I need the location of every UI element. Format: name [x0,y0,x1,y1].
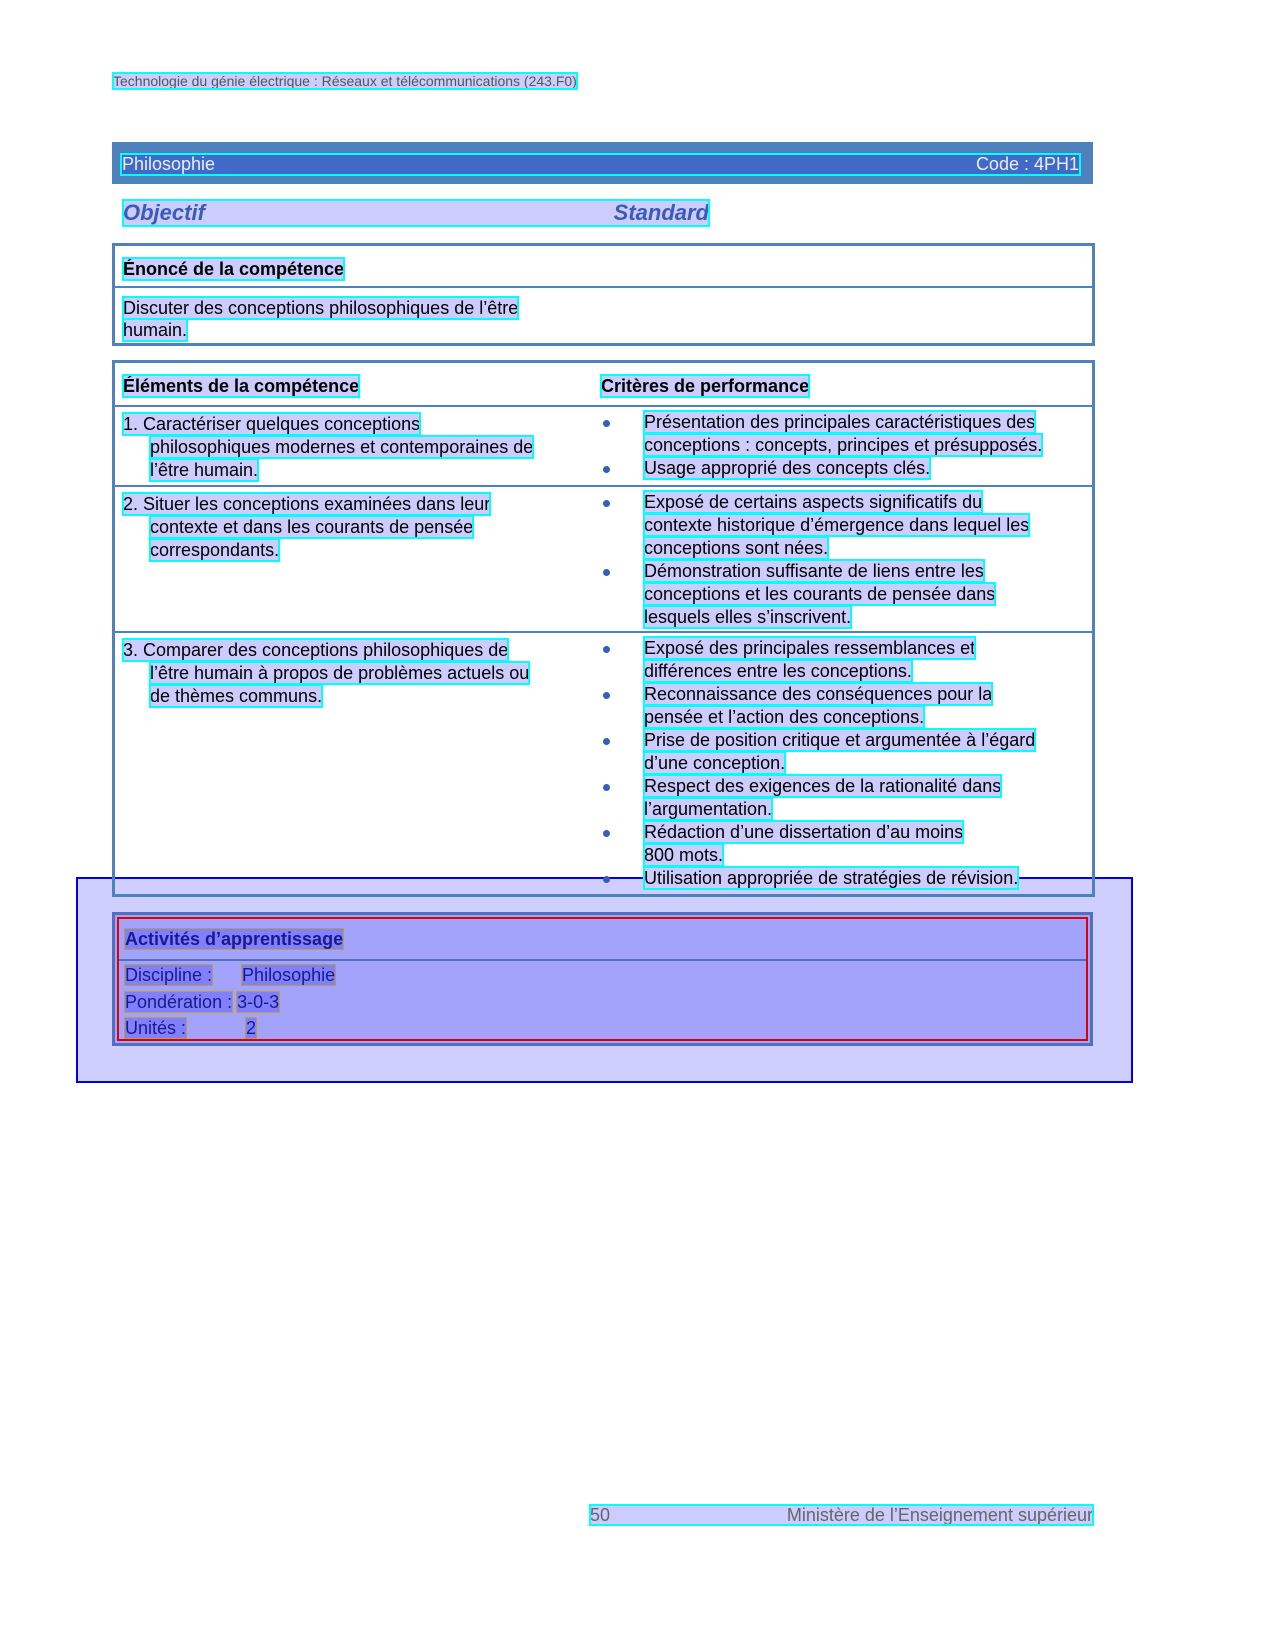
bullet-icon [603,738,610,745]
column-header-elements: Éléments de la compétence [123,376,360,396]
learning-activities-box [112,912,1093,1046]
bullet-icon [603,569,610,576]
criterion-text: Reconnaissance des conséquences pour la [644,684,993,704]
running-header: Technologie du génie électrique : Réseaux et télécommunications (243.F0) [113,73,577,89]
element-text: l’être humain à propos de problèmes actuels ou [150,663,530,683]
criterion-text: conceptions et les courants de pensée dans [644,584,996,604]
element-text: de thèmes communs. [150,686,323,706]
course-title-band [112,142,1093,184]
row-divider [115,286,1092,288]
element-text: l’être humain. [150,460,259,480]
discipline-label: Discipline : [125,965,213,985]
bullet-icon [603,420,610,427]
criterion-text: Rédaction d’une dissertation d’au moins [644,822,964,842]
objective-label: Objectif [123,200,205,225]
criterion-text: l’argumentation. [644,799,773,819]
units-value: 2 [246,1018,257,1038]
element-text: correspondants. [150,540,280,560]
activities-heading: Activités d’apprentissage [125,929,344,949]
row-divider [115,485,1092,487]
objective-standard-row [123,200,709,226]
course-code: Code : 4PH1 [975,154,1079,174]
criterion-text: Utilisation appropriée de stratégies de révision. [644,868,1019,888]
element-text: contexte et dans les courants de pensée [150,517,474,537]
row-divider [115,405,1092,407]
bullet-icon [603,646,610,653]
bullet-icon [603,784,610,791]
standard-label: Standard [613,200,709,225]
criterion-text: différences entre les conceptions. [644,661,912,681]
ministry-name: Ministère de l’Enseignement supérieur [786,1505,1093,1525]
criterion-text: Présentation des principales caractéristiques des [644,412,1036,432]
criterion-text: conceptions : concepts, principes et présupposés. [644,435,1043,455]
course-title: Philosophie [122,154,216,174]
page-number: 50 [590,1505,611,1525]
statement-line: humain. [123,320,188,340]
criterion-text: lesquels elles s’inscrivent. [644,607,852,627]
element-text: philosophiques modernes et contemporaines de [150,437,534,457]
criterion-text: Respect des exigences de la rationalité dans [644,776,1002,796]
criterion-text: 800 mots. [644,845,724,865]
elements-criteria-table [112,360,1095,897]
units-label: Unités : [125,1018,187,1038]
criterion-text: pensée et l’action des conceptions. [644,707,925,727]
criterion-text: d’une conception. [644,753,786,773]
bullet-icon [603,692,610,699]
criterion-text: Exposé de certains aspects significatifs du [644,492,983,512]
row-divider [119,959,1086,961]
criterion-text: Démonstration suffisante de liens entre les [644,561,984,581]
weighting-value: 3-0-3 [237,992,280,1012]
weighting-label: Pondération : [125,992,233,1012]
element-text: 1. Caractériser quelques conceptions [123,414,421,434]
criterion-text: contexte historique d’émergence dans lequel les [644,515,1030,535]
bullet-icon [603,876,610,883]
criterion-text: Usage approprié des concepts clés. [644,458,931,478]
element-text: 3. Comparer des conceptions philosophiques de [123,640,509,660]
row-divider [115,631,1092,633]
statement-heading: Énoncé de la compétence [123,259,345,279]
competence-statement-table [112,243,1095,346]
criterion-text: conceptions sont nées. [644,538,829,558]
criterion-text: Exposé des principales ressemblances et [644,638,976,658]
criterion-text: Prise de position critique et argumentée à l’égard [644,730,1036,750]
page-footer [590,1505,1093,1525]
column-header-criteria: Critères de performance [601,376,810,396]
discipline-value: Philosophie [242,965,336,985]
bullet-icon [603,500,610,507]
bullet-icon [603,830,610,837]
statement-line: Discuter des conceptions philosophiques de l’être [123,298,519,318]
bullet-icon [603,466,610,473]
element-text: 2. Situer les conceptions examinées dans leur [123,494,491,514]
